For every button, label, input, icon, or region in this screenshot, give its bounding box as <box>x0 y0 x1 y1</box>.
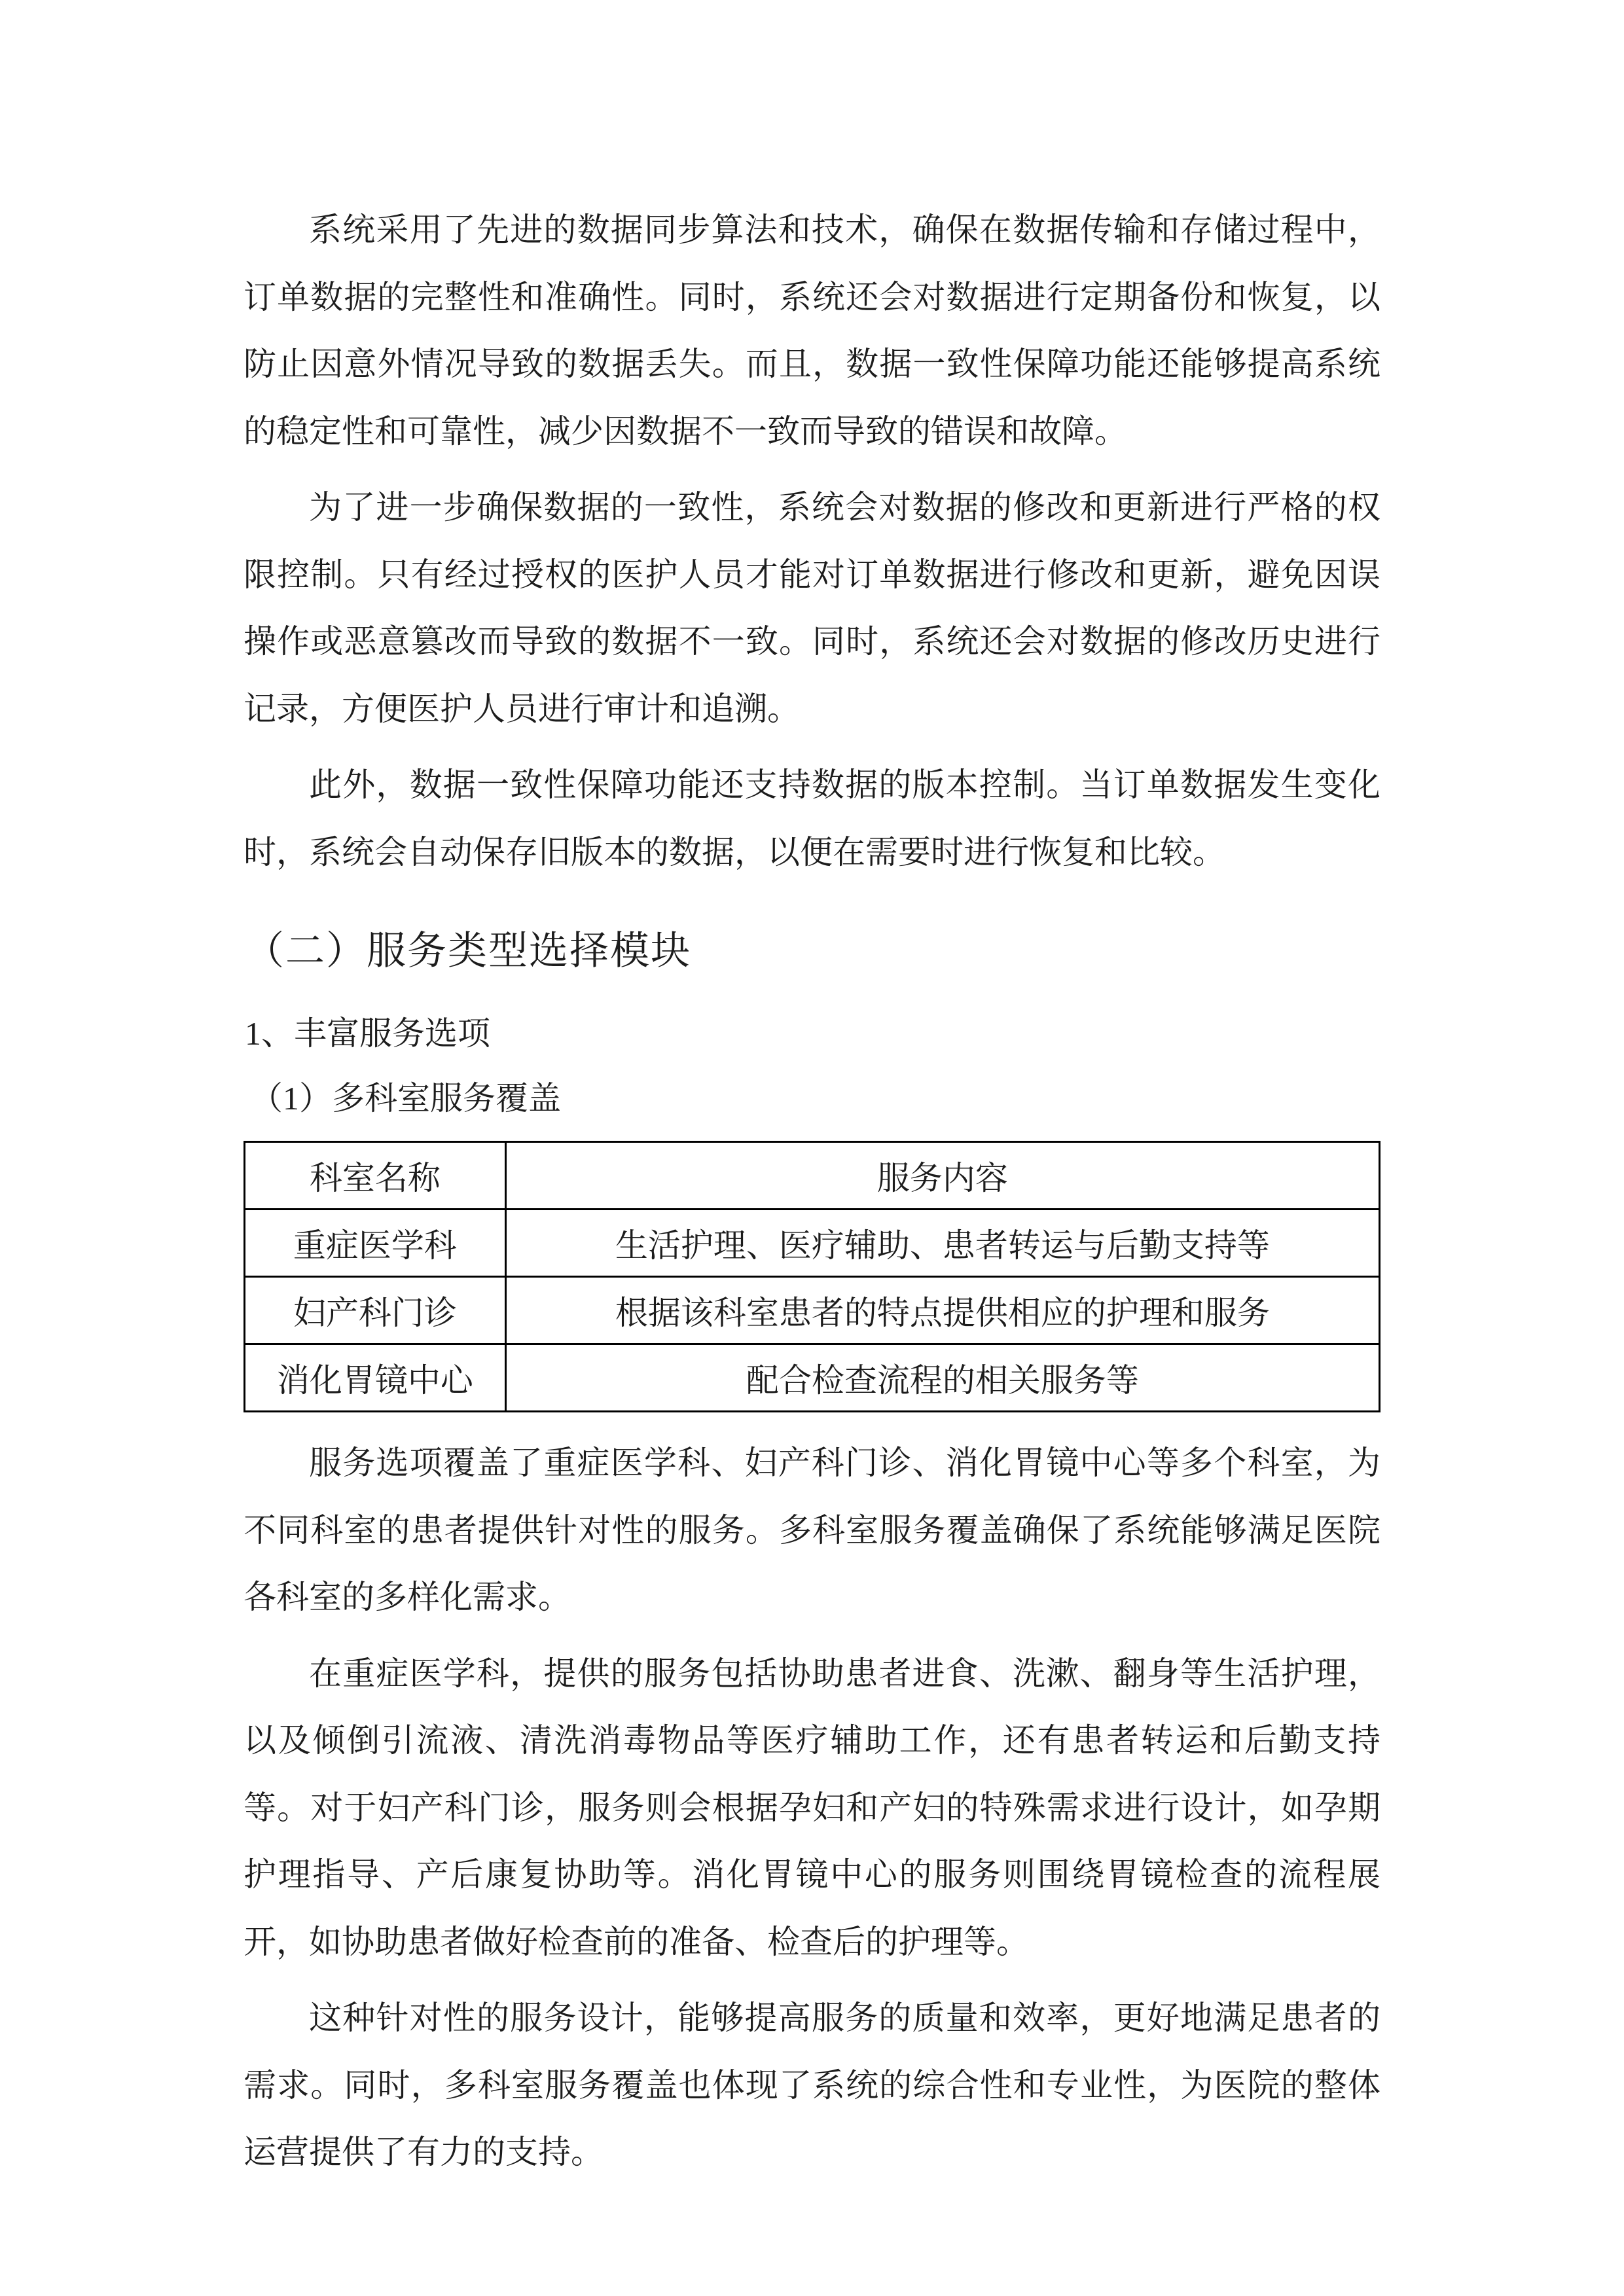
service-table <box>244 1141 1380 1412</box>
table-cell-department: 妇产科门诊 <box>245 1277 506 1344</box>
table-row <box>245 1277 1380 1344</box>
paragraph: 在重症医学科，提供的服务包括协助患者进食、洗漱、翻身等生活护理，以及倾倒引流液、清洗消毒物品等医疗辅助工作，还有患者转运和后勤支持等。对于妇产科门诊，服务则会根据孕妇和产妇的特殊需求进行设计，如孕期护理指导、产后康复协助等。消化胃镜中心的服务则围绕胃镜检查的流程展开，如协助患者做好检查前的准备、检查后的护理等。 <box>244 1655 1380 1960</box>
table-row <box>245 1344 1380 1412</box>
table-cell-department: 重症医学科 <box>245 1210 506 1277</box>
paragraph: 为了进一步确保数据的一致性，系统会对数据的修改和更新进行严格的权限控制。只有经过授权的医护人员才能对订单数据进行修改和更新，避免因误操作或恶意篡改而导致的数据不一致。同时，系统还会对数据的修改历史进行记录，方便医护人员进行审计和追溯。 <box>244 489 1380 727</box>
table-cell-department: 消化胃镜中心 <box>245 1344 506 1412</box>
table-cell-service: 生活护理、医疗辅助、患者转运与后勤支持等 <box>505 1210 1379 1277</box>
table-row <box>245 1210 1380 1277</box>
table-header-row <box>245 1142 1380 1210</box>
section-heading: （二）服务类型选择模块 <box>245 929 691 973</box>
paragraph: 系统采用了先进的数据同步算法和技术，确保在数据传输和存储过程中，订单数据的完整性和准确性。同时，系统还会对数据进行定期备份和恢复，以防止因意外情况导致的数据丢失。而且，数据一致性保障功能还能够提高系统的稳定性和可靠性，减少因数据不一致而导致的错误和故障。 <box>244 211 1380 450</box>
table-cell-service: 根据该科室患者的特点提供相应的护理和服务 <box>505 1277 1379 1344</box>
table-header-service: 服务内容 <box>505 1142 1379 1210</box>
paragraph: 这种针对性的服务设计，能够提高服务的质量和效率，更好地满足患者的需求。同时，多科室服务覆盖也体现了系统的综合性和专业性，为医院的整体运营提供了有力的支持。 <box>244 2000 1380 2170</box>
paragraph: 服务选项覆盖了重症医学科、妇产科门诊、消化胃镜中心等多个科室，为不同科室的患者提供针对性的服务。多科室服务覆盖确保了系统能够满足医院各科室的多样化需求。 <box>244 1444 1380 1615</box>
subheading-service-options: 1、丰富服务选项 <box>245 1015 490 1052</box>
table-cell-service: 配合检查流程的相关服务等 <box>505 1344 1379 1412</box>
table-header-department: 科室名称 <box>245 1142 506 1210</box>
paragraph: 此外，数据一致性保障功能还支持数据的版本控制。当订单数据发生变化时，系统会自动保存旧版本的数据，以便在需要时进行恢复和比较。 <box>244 766 1380 870</box>
subheading-department-coverage: （1）多科室服务覆盖 <box>250 1080 561 1117</box>
